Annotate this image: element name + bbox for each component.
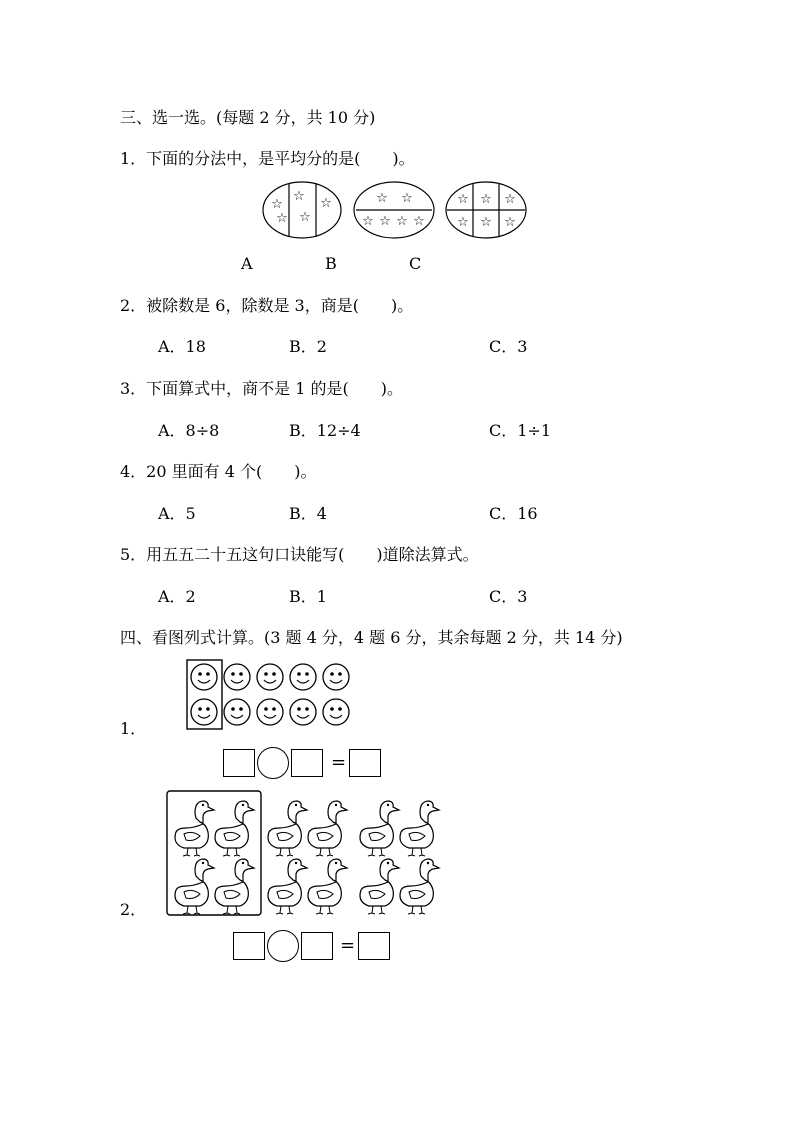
goose-icon — [400, 801, 439, 856]
svg-text:☆: ☆ — [480, 215, 492, 230]
q2-option-a[interactable]: A．18 — [158, 337, 206, 356]
q5-option-a[interactable]: A．2 — [158, 587, 196, 606]
oval-a — [263, 182, 341, 238]
q4-option-b[interactable]: B．4 — [289, 504, 327, 523]
smiley-face-icon — [257, 699, 283, 725]
q4-option-a[interactable]: A．5 — [158, 504, 196, 523]
section3-heading: 三、选一选。(每题 2 分，共 10 分) — [120, 108, 376, 127]
q2-stem: 2．被除数是 6，除数是 3，商是( )。 — [120, 296, 414, 315]
oval-c — [446, 182, 526, 238]
q3-option-a[interactable]: A．8÷8 — [158, 421, 220, 440]
p2-answer-box-2[interactable] — [301, 932, 333, 960]
p2-number: 2． — [120, 900, 147, 919]
svg-text:☆: ☆ — [379, 214, 391, 229]
p1-faces-figure — [180, 659, 380, 734]
goose-icon — [308, 801, 347, 856]
smiley-face-icon — [323, 699, 349, 725]
svg-text:☆: ☆ — [299, 210, 311, 225]
p2-operator-circle[interactable] — [267, 930, 299, 962]
goose-icon — [175, 859, 214, 914]
p2-answer-box-result[interactable] — [358, 932, 390, 960]
q1-stem: 1．下面的分法中，是平均分的是( )。 — [120, 149, 415, 168]
svg-text:☆: ☆ — [504, 215, 516, 230]
q2-option-b[interactable]: B．2 — [289, 337, 327, 356]
smiley-face-icon — [191, 699, 217, 725]
goose-icon — [215, 801, 254, 856]
p2-answer-box-1[interactable] — [233, 932, 265, 960]
svg-text:☆: ☆ — [293, 189, 305, 204]
svg-text:☆: ☆ — [401, 191, 413, 206]
oval-b — [354, 182, 434, 238]
q3-stem: 3．下面算式中，商不是 1 的是( )。 — [120, 379, 404, 398]
p1-answer-box-2[interactable] — [291, 749, 323, 777]
p2-geese-figure — [165, 790, 465, 920]
q5-option-c[interactable]: C．3 — [489, 587, 528, 606]
svg-text:☆: ☆ — [320, 196, 332, 211]
p2-equals-sign: = — [340, 935, 356, 956]
smiley-face-icon — [290, 664, 316, 690]
svg-text:☆: ☆ — [276, 211, 288, 226]
q1-figure — [0, 176, 794, 266]
svg-text:☆: ☆ — [396, 214, 408, 229]
svg-text:☆: ☆ — [504, 192, 516, 207]
goose-icon — [308, 859, 347, 914]
q4-stem: 4．20 里面有 4 个( )。 — [120, 462, 317, 481]
smiley-face-icon — [323, 664, 349, 690]
q5-option-b[interactable]: B．1 — [289, 587, 327, 606]
svg-text:☆: ☆ — [413, 214, 425, 229]
goose-icon — [215, 859, 254, 914]
goose-icon — [175, 801, 214, 856]
svg-text:☆: ☆ — [376, 191, 388, 206]
svg-text:☆: ☆ — [457, 215, 469, 230]
svg-text:☆: ☆ — [457, 192, 469, 207]
smiley-face-icon — [224, 699, 250, 725]
smiley-face-icon — [257, 664, 283, 690]
svg-text:☆: ☆ — [362, 214, 374, 229]
q5-stem: 5．用五五二十五这句口诀能写( )道除法算式。 — [120, 545, 479, 564]
p1-operator-circle[interactable] — [257, 747, 289, 779]
section4-heading: 四、看图列式计算。(3 题 4 分，4 题 6 分，其余每题 2 分，共 14 分) — [120, 628, 623, 647]
goose-icon — [360, 859, 399, 914]
q3-option-b[interactable]: B．12÷4 — [289, 421, 361, 440]
goose-icon — [268, 801, 307, 856]
q1-label-c: C — [409, 254, 422, 273]
p1-number: 1． — [120, 719, 147, 738]
goose-icon — [268, 859, 307, 914]
q3-option-c[interactable]: C．1÷1 — [489, 421, 552, 440]
smiley-face-icon — [290, 699, 316, 725]
p1-answer-box-1[interactable] — [223, 749, 255, 777]
svg-text:☆: ☆ — [480, 192, 492, 207]
smiley-face-icon — [191, 664, 217, 690]
p1-answer-box-result[interactable] — [349, 749, 381, 777]
q1-label-b: B — [325, 254, 337, 273]
svg-text:☆: ☆ — [271, 197, 283, 212]
goose-icon — [400, 859, 439, 914]
smiley-face-icon — [224, 664, 250, 690]
goose-icon — [360, 801, 399, 856]
q4-option-c[interactable]: C．16 — [489, 504, 538, 523]
q1-label-a: A — [241, 254, 253, 273]
q2-option-c[interactable]: C．3 — [489, 337, 528, 356]
p1-equals-sign: = — [331, 752, 347, 773]
